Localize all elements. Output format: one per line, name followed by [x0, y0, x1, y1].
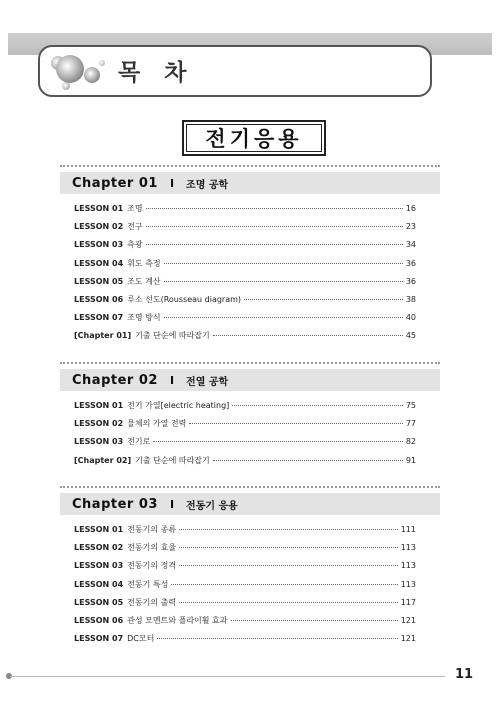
page-number: 11 — [455, 667, 474, 682]
entry-label: LESSON 02 — [74, 543, 124, 553]
dot-leader — [171, 584, 397, 585]
chapter-separator: I — [169, 373, 175, 387]
entry-title: 휘도 측정 — [127, 258, 161, 268]
toc-entry[interactable] — [74, 633, 416, 651]
toc-entry[interactable] — [74, 400, 416, 418]
toc-entry[interactable] — [74, 203, 416, 221]
toc-entry[interactable] — [74, 597, 416, 615]
entry-title: 전동기의 정격 — [127, 561, 177, 571]
toc-entry[interactable] — [74, 312, 416, 330]
entry-label: LESSON 04 — [74, 579, 124, 589]
dot-leader — [232, 405, 403, 406]
entry-page: 34 — [405, 240, 416, 250]
entry-page: 38 — [405, 294, 416, 304]
entry-label: LESSON 02 — [74, 419, 124, 429]
entry-page: 16 — [405, 204, 416, 213]
entry-title: 전동기의 출력 — [127, 597, 177, 607]
toc-entry[interactable] — [74, 455, 416, 473]
bubbles-decoration-icon — [44, 53, 114, 93]
divider — [60, 362, 440, 364]
entry-title: 전기 가열[electric heating] — [127, 401, 230, 410]
entry-label: LESSON 03 — [74, 437, 124, 447]
toc-entry[interactable] — [74, 418, 416, 436]
toc-heading: 목 차 — [118, 60, 195, 86]
chapter-number: Chapter 01 — [72, 175, 158, 191]
dot-leader — [179, 602, 398, 603]
dot-leader — [179, 547, 398, 548]
entry-page: 36 — [405, 258, 416, 268]
entry-label: LESSON 06 — [74, 615, 124, 625]
entry-label: LESSON 01 — [74, 401, 124, 410]
entry-page: 45 — [405, 331, 416, 341]
chapter-header — [60, 172, 440, 194]
toc-entry[interactable] — [74, 579, 416, 597]
dot-leader — [213, 335, 403, 336]
chapter-separator: I — [169, 497, 175, 511]
toc-entry[interactable] — [74, 258, 416, 276]
entry-title: 전동기 특성 — [127, 579, 169, 589]
entry-page: 82 — [405, 437, 416, 447]
chapter-title: 전열 공학 — [186, 376, 229, 388]
dot-leader — [157, 638, 397, 639]
toc-entry[interactable] — [74, 524, 416, 542]
chapter-title: 조명 공학 — [186, 179, 229, 191]
chapter-section-1 — [60, 165, 440, 349]
entry-label: LESSON 04 — [74, 258, 124, 268]
chapter-header — [60, 493, 440, 515]
entry-page: 121 — [400, 634, 416, 644]
entry-page: 113 — [400, 543, 416, 553]
entry-label: LESSON 01 — [74, 525, 124, 534]
entry-page: 91 — [405, 455, 416, 465]
dot-leader — [179, 565, 398, 566]
dot-leader — [213, 460, 403, 461]
entry-title: 전동기의 효율 — [127, 543, 177, 553]
entry-title: 기출 단순에 따라잡기 — [135, 455, 210, 465]
entry-page: 77 — [405, 419, 416, 429]
toc-entry[interactable] — [74, 221, 416, 239]
divider — [60, 486, 440, 488]
entry-label: LESSON 01 — [74, 204, 124, 213]
header-box — [38, 45, 432, 97]
chapter-title: 전동기 응용 — [186, 500, 238, 512]
toc-entry[interactable] — [74, 542, 416, 560]
entry-label: LESSON 07 — [74, 634, 124, 644]
entry-title: 물체의 가열 전력 — [127, 419, 187, 429]
entry-label: LESSON 03 — [74, 561, 124, 571]
entry-page: 23 — [405, 222, 416, 232]
dot-leader — [164, 263, 403, 264]
entry-page: 113 — [400, 579, 416, 589]
entry-label: LESSON 07 — [74, 313, 124, 323]
chapter-header — [60, 369, 440, 391]
entry-title: 루소 선도(Rousseau diagram) — [127, 294, 242, 304]
dot-leader — [153, 441, 402, 442]
entry-page: 113 — [400, 561, 416, 571]
footer-rule — [10, 676, 445, 677]
entry-page: 36 — [405, 276, 416, 286]
entry-title: DC모터 — [127, 634, 155, 644]
entry-title: 전동기의 종류 — [127, 525, 177, 534]
entry-title: 조도 계산 — [127, 276, 161, 286]
entry-title: 기출 단순에 따라잡기 — [135, 331, 210, 341]
toc-entry[interactable] — [74, 294, 416, 312]
entry-label: LESSON 03 — [74, 240, 124, 250]
toc-entry[interactable] — [74, 436, 416, 454]
chapter-separator: I — [169, 176, 175, 190]
entry-label: LESSON 06 — [74, 294, 124, 304]
entry-page: 121 — [400, 615, 416, 625]
entry-page: 40 — [405, 313, 416, 323]
main-title-box — [182, 120, 326, 156]
dot-leader — [146, 244, 403, 245]
dot-leader — [164, 281, 403, 282]
dot-leader — [146, 226, 403, 227]
entry-label: [Chapter 01] — [74, 331, 132, 341]
dot-leader — [244, 299, 403, 300]
chapter-number: Chapter 03 — [72, 496, 158, 512]
entry-page: 117 — [400, 597, 416, 607]
entry-label: [Chapter 02] — [74, 455, 132, 465]
book-title: 전기응용 — [186, 124, 322, 152]
entry-title: 전구 — [127, 222, 143, 232]
chapter-section-2 — [60, 362, 440, 473]
toc-entry[interactable] — [74, 276, 416, 294]
entry-label: LESSON 05 — [74, 597, 124, 607]
entry-title: 조명 방식 — [127, 313, 161, 323]
toc-entry[interactable] — [74, 560, 416, 578]
entry-page: 111 — [400, 525, 416, 534]
entry-title: 전기로 — [127, 437, 151, 447]
entry-title: 조명 — [127, 204, 143, 213]
entry-title: 측광 — [127, 240, 143, 250]
toc-entry[interactable] — [74, 615, 416, 633]
dot-leader — [231, 620, 398, 621]
chapter-section-3 — [60, 486, 440, 651]
dot-leader — [189, 423, 402, 424]
entry-label: LESSON 02 — [74, 222, 124, 232]
dot-leader — [179, 529, 398, 530]
toc-entry[interactable] — [74, 330, 416, 348]
toc-entry[interactable] — [74, 239, 416, 257]
chapter-number: Chapter 02 — [72, 372, 158, 388]
dot-leader — [146, 208, 403, 209]
entry-title: 관성 모멘트와 플라이휠 효과 — [127, 615, 228, 625]
divider — [60, 165, 440, 167]
entry-page: 75 — [405, 401, 416, 410]
dot-leader — [164, 317, 403, 318]
entry-label: LESSON 05 — [74, 276, 124, 286]
